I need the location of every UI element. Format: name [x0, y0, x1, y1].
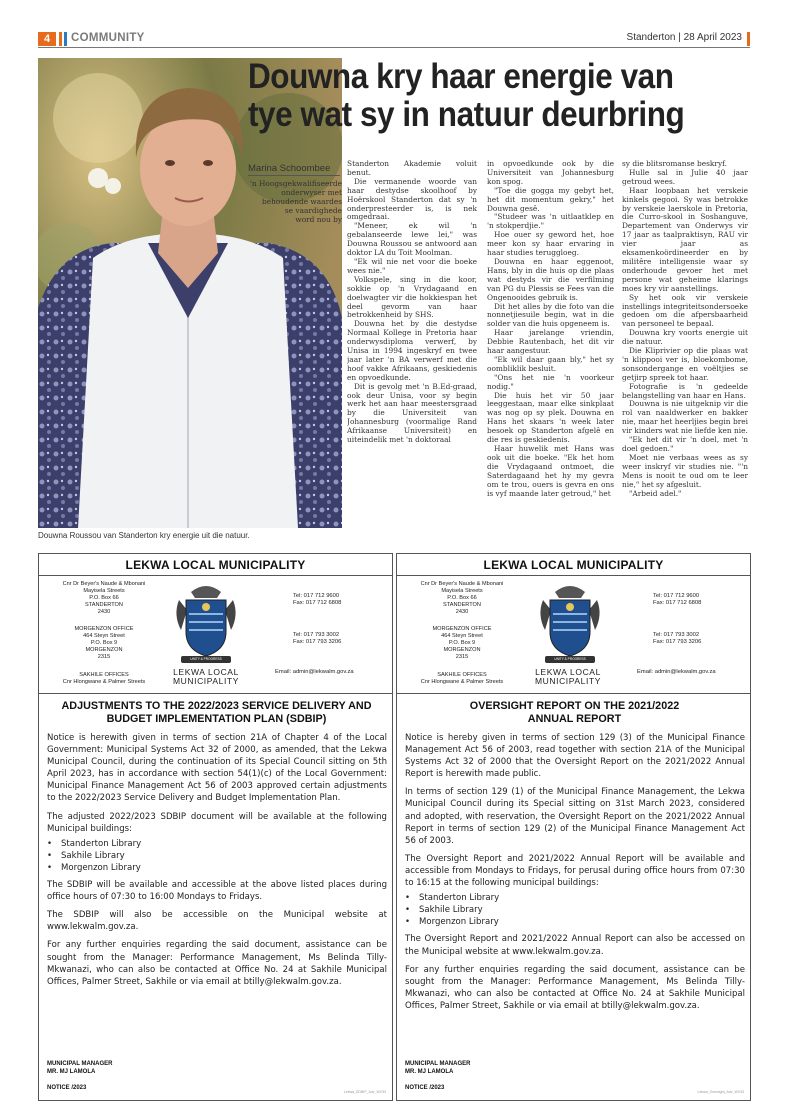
paragraph: "Meneer, ek wil 'n gebalanseerde lewe lei," was Douwna Roussou se antwoord aan doktor LA du Toit Moolman. — [347, 221, 477, 258]
signatory-title: MUNICIPAL MANAGER — [405, 1061, 471, 1067]
tel-line: Tel: 017 712 9600 — [293, 593, 340, 599]
address-main — [49, 581, 159, 616]
address-morgenzon — [407, 626, 517, 661]
paragraph: The SDBIP will also be accessible on the Municipal website at www.lekwalm.gov.za. — [47, 910, 387, 933]
address-line: 2430 — [97, 609, 111, 615]
fax-line: Fax: 017 793 3206 — [653, 639, 702, 645]
signatory — [47, 1060, 112, 1076]
tel-line: Tel: 017 793 3002 — [293, 632, 340, 638]
address-line: MORGENZON OFFICE — [74, 626, 134, 632]
address-line: SAKHILE OFFICES — [437, 672, 487, 678]
address-line: SAKHILE OFFICES — [79, 672, 129, 678]
paragraph: Dit het alles by die foto van die nonnetjiesuile begin, wat in die solder van die huis opgeneem is. — [487, 301, 614, 329]
lead-line: se vaardighede — [284, 205, 342, 215]
tel-line: Tel: 017 712 9600 — [653, 593, 700, 599]
paragraph: Die huis het vir 50 jaar leeggestaan, maar elke sinkplaat was nog op sy plek. Douwna en Hans het skaars 'n week later besoek op Standerton afgelê en die res is geskiedenis. — [487, 390, 614, 445]
crest-name-line: MUNICIPALITY — [172, 676, 240, 686]
paragraph: In terms of section 129 (1) of the Municipal Finance Management, the Lekwa Municipal Council during its Special sitting on 31st March 2023, considered and adopted, with reservation, the Oversight Report on the 2021/2022 Annual Report in terms of section 129 (2) of the Municipal Finance Management Act 56 of 2003. — [405, 787, 745, 846]
photo-caption: Douwna Roussou van Standerton kry energie uit die natuur. — [38, 531, 250, 540]
paragraph: Volkspele, sing in die koor, sokkie op 'n Vrydagaand en doelwagter vir die hokkiespan het deel gevorm van haar betrokkenheid by SHS. — [347, 274, 477, 320]
reference-code: Lekwa_Oversight_Adv_WV33 — [697, 1090, 744, 1094]
article-column-2 — [487, 160, 614, 568]
heading-line: BUDGET IMPLEMENTATION PLAN (SDBIP) — [106, 713, 327, 725]
paragraph: Douwna is nie uitgeknip vir die rol van naaldwerker en bakker nie, maar het heerljies begin brei vir kinders wat nie liefde ken nie. — [622, 399, 748, 436]
paragraph: Douwna en haar eggenoot, Hans, bly in die huis op die plaas wat destyds vir die verfilming van PG du Plessis se Fees van die Ongenooides gebruik is. — [487, 256, 614, 302]
address-line: Cnr Dr Beyer's Naude & Mbonani — [62, 581, 146, 587]
paragraph: "Ons het nie 'n voorkeur nodig." — [487, 372, 614, 391]
list-item: • Sakhile Library — [405, 904, 745, 916]
date-line: Standerton | 28 April 2023 — [626, 32, 742, 43]
address-line: 2315 — [97, 654, 111, 660]
address-line: P.O. Box 66 — [447, 595, 477, 601]
signatory-name: MR. MJ LAMOLA — [405, 1069, 454, 1075]
address-line: Cnr Hlongwane & Palmer Streets — [62, 679, 146, 685]
address-line: MORGENZON — [85, 647, 123, 653]
paragraph: Douwna het by die destydse Normaal Kollege in Pretoria haar onderwysdiploma verwerf, by Unisa in 1994 ingeskryf en twee jaar later 'n BA verwerf met die hoof vakke Afrikaans, geskiedenis en opvoedkunde. — [347, 319, 477, 382]
notice-body — [47, 732, 387, 994]
contact-morgenzon — [653, 632, 701, 646]
address-morgenzon — [49, 626, 159, 661]
address-line: 2315 — [455, 654, 469, 660]
list-item: • Standerton Library — [47, 838, 387, 850]
crest-motto: UNITY & PROGRESS — [554, 657, 586, 661]
address-main — [407, 581, 517, 616]
contact-email: Email: admin@lekwalm.gov.za — [275, 669, 354, 675]
paragraph: Haar huwelik met Hans was ook uit die boeke. "Ek het hom die Vrydagaand ontmoet, die Saterdagaand het hy my gevra om te trou, ouers is gevra en ons is vyf maande later getroud," het — [487, 444, 614, 498]
contact-morgenzon — [293, 632, 341, 646]
paragraph: Fotografie is 'n gedeelde belangstelling van haar en Hans. — [622, 381, 748, 400]
crest-name-line: MUNICIPALITY — [534, 676, 602, 686]
paragraph: Die vermanende woorde van haar destydse skoolhoof by Hoërskool Standerton dat sy 'n onderpresteerder is, is nek omgedraai. — [347, 176, 477, 222]
paragraph: Standerton Akademie voluit benut. — [347, 160, 477, 177]
municipal-crest-icon — [535, 580, 605, 664]
divider — [397, 693, 750, 694]
signatory-name: MR. MJ LAMOLA — [47, 1069, 96, 1075]
reference-code: Lekwa_SDBIP_Adv_WV33 — [343, 1090, 386, 1094]
list-item: • Standerton Library — [405, 892, 745, 904]
divider — [39, 693, 392, 694]
address-line: Cnr Dr Beyer's Naude & Mbonani — [420, 581, 504, 587]
heading-line: ADJUSTMENTS TO THE 2022/2023 SERVICE DELIVERY AND — [61, 700, 372, 712]
paragraph: The adjusted 2022/2023 SDBIP document will be available at the following Municipal buildings: — [47, 811, 387, 834]
lead-line: onderwyser met — [281, 187, 342, 197]
address-sakhile — [49, 672, 159, 686]
list-item: • Morgenzon Library — [47, 862, 387, 874]
address-line: MORGENZON — [443, 647, 481, 653]
address-line: 2430 — [455, 609, 469, 615]
crest-name-line: LEKWA LOCAL — [173, 667, 239, 677]
paragraph: "Arbeid adel." — [629, 488, 682, 498]
buildings-list — [405, 892, 745, 928]
byline-divider — [248, 175, 340, 176]
paragraph: "Ek wil nie net voor die boeke wees nie." — [347, 256, 477, 275]
paragraph: Hoe ouer sy geword het, hoe meer kon sy haar ervaring in haar studies teruggloeg. — [487, 230, 614, 258]
accent-bar-orange — [59, 32, 62, 46]
section-label: COMMUNITY — [71, 32, 145, 44]
fax-line: Fax: 017 712 6808 — [653, 600, 702, 606]
notice-number: NOTICE /2023 — [405, 1085, 445, 1091]
divider — [397, 575, 750, 576]
byline: Marina Schoombee — [248, 163, 331, 174]
paragraph: Sy het ook vir verskeie instellings integriteitsondersoeke gedoen om die afpersbaarheid van personeel te bepaal. — [622, 292, 748, 329]
page-header — [38, 30, 750, 48]
address-line: STANDERTON — [85, 602, 123, 608]
paragraph: For any further enquiries regarding the said document, assistance can be sought from the Manager: Performance Management, Ms Belinda Tilly-Mkwanazi, who can also be contacted at Office No. 24 at Sakhile Municipal Offices, Palmer Street, Sakhile or via email at btilly@lekwalm.gov.za. — [47, 940, 387, 987]
paragraph: Dit is gevolg met 'n B.Ed-graad, ook deur Unisa, voor sy begin werk het aan haar meestersgraad by die Universiteit van Johannesburg (voormalige Rand Afrikaanse Universiteit) en uiteindelik met 'n doktoraal — [347, 381, 477, 445]
address-line: Cnr Hlongwane & Palmer Streets — [420, 679, 504, 685]
paragraph: sy die blitsromanse beskryf. — [622, 160, 727, 168]
paragraph: Notice is hereby given in terms of section 129 (3) of the Municipal Finance Management Act 56 of 2003, read together with section 21A of the Municipal Systems Act 32 of 2000 that the Oversight Report on the 2021/2022 Annual Report is herewith made public. — [405, 733, 745, 780]
address-line: 464 Steyn Street — [441, 633, 483, 639]
paragraph: Douwna kry voorts energie uit die natuur. — [622, 328, 748, 347]
article-headline: Douwna kry haar energie van tye wat sy in natuur deurbring — [248, 57, 685, 134]
list-item: • Sakhile Library — [47, 850, 387, 862]
address-line: P.O. Box 9 — [90, 640, 118, 646]
crest-name — [161, 668, 251, 686]
paragraph: Haar loopbaan het verskeie kinkels gegooi. Sy was betrokke by verskeie laerskole in Pretoria, die Curro-skool in Soshanguve, Departement van Onderwys vir 17 jaar as taalpraktisyn, RAU vir vier jaar as eksamenkoördineerder en by militêre intelligensie waar sy onderhoude gevoer het met persone wat geheime klarings moes kry vir aanstellings. — [622, 185, 748, 293]
contact-email: Email: admin@lekwalm.gov.za — [637, 669, 716, 675]
paragraph: "Studeer was 'n uitlaatklep en 'n stokperdjie." — [487, 212, 614, 231]
list-item: • Morgenzon Library — [405, 916, 745, 928]
lead-line: 'n Hoogsgekwalifiseerde — [249, 179, 342, 188]
buildings-list — [47, 838, 387, 874]
paragraph: "Ek wil daar gaan bly," het sy oombliklik besluit. — [487, 354, 614, 373]
address-sakhile — [407, 672, 517, 686]
heading-line: OVERSIGHT REPORT ON THE 2021/2022 — [469, 700, 680, 712]
municipality-title: LEKWA LOCAL MUNICIPALITY — [125, 558, 306, 572]
paragraph: Moet nie verbaas wees as sy weer inskryf vir studies nie. "'n Mens is nooit te oud om te leer nie," het sy afgesluit. — [622, 452, 748, 489]
fax-line: Fax: 017 793 3206 — [293, 639, 342, 645]
crest-name-line: LEKWA LOCAL — [535, 667, 601, 677]
address-line: Mayisela Streets — [441, 588, 483, 594]
address-line: Mayisela Streets — [83, 588, 125, 594]
paragraph: The Oversight Report and 2021/2022 Annual Report will be available and accessible from Mondays to Fridays, for perusal during office hours from 07:30 to 16:15 at the following municipal buildings: — [405, 853, 745, 889]
notice-oversight — [396, 553, 751, 1101]
contact-main — [293, 593, 341, 607]
lead-line: word nou by — [295, 214, 342, 224]
tel-line: Tel: 017 793 3002 — [653, 632, 700, 638]
signatory-title: MUNICIPAL MANAGER — [47, 1061, 113, 1067]
fax-line: Fax: 017 712 6808 — [293, 600, 342, 606]
municipality-title: LEKWA LOCAL MUNICIPALITY — [483, 558, 664, 572]
heading-line: ANNUAL REPORT — [527, 713, 622, 725]
article-lead — [248, 180, 342, 225]
address-line: P.O. Box 66 — [89, 595, 119, 601]
notice-body — [405, 732, 745, 1018]
paragraph: in opvoedkunde ook by die Universiteit van Johannesburg kon spog. — [487, 160, 614, 186]
contact-main — [653, 593, 701, 607]
address-line: P.O. Box 9 — [448, 640, 476, 646]
municipal-crest-icon — [171, 580, 241, 664]
article-column-3 — [622, 160, 748, 568]
paragraph: "Toe die gogga my gebyt het, het dit momentum gekry," het Douwna gesê. — [487, 185, 614, 213]
paragraph: "Ek het dit vir 'n doel, met 'n doel gedoen." — [622, 435, 748, 453]
divider — [39, 575, 392, 576]
crest-motto: UNITY & PROGRESS — [190, 657, 222, 661]
address-line: STANDERTON — [443, 602, 481, 608]
lead-line: behoudende waardes — [262, 196, 342, 206]
paragraph: Die Kliprivier op die plaas wat 'n klippooi ver is, bloekombome, sonsondergange en voëltjies se getjirp spreek tot haar. — [622, 346, 748, 382]
notice-sdbip — [38, 553, 393, 1101]
crest-name — [523, 668, 613, 686]
article-column-1 — [347, 160, 477, 568]
accent-bar-end — [747, 32, 750, 46]
paragraph: Notice is herewith given in terms of section 21A of Chapter 4 of the Local Government: Municipal Systems Act 32 of 2000, as amended, that the Lekwa Municipal Council, during the continuation of its Special Council sitting on 5th April 2023, has in accordance with section 54(1)(c) of the Local Government: Municipal Finance Management Act 56 of 2003 approved certain adjustments to the 2022/2023 Service Delivery and Budget Implementation Plan. — [47, 733, 387, 804]
notice-heading — [403, 700, 746, 726]
notice-heading — [45, 700, 388, 726]
address-line: 464 Steyn Street — [83, 633, 125, 639]
address-line: MORGENZON OFFICE — [432, 626, 492, 632]
paragraph: The Oversight Report and 2021/2022 Annual Report can also be accessed on the Municipal website at www.lekwalm.gov.za. — [405, 934, 745, 957]
page-number: 4 — [38, 32, 56, 46]
paragraph: Hulle sal in Julie 40 jaar getroud wees. — [622, 167, 748, 186]
signatory — [405, 1060, 470, 1076]
paragraph: For any further enquiries regarding the said document, assistance can be sought from the Manager: Performance Management, Ms Belinda Tilly-Mkwanazi, who can also be contacted at Office No. 24 at Sakhile Municipal Offices, Palmer Street, Sakhile or via email at btilly@lekwalm.gov.za. — [405, 964, 745, 1011]
paragraph: The SDBIP will be available and accessible at the above listed places during office hours of 07:30 to 16:00 Mondays to Fridays. — [47, 880, 387, 903]
notice-number: NOTICE /2023 — [47, 1085, 87, 1091]
accent-bar-blue — [64, 32, 67, 46]
paragraph: Haar jarelange vriendin, Debbie Rautenbach, het dit vir haar aangestuur. — [487, 328, 614, 356]
